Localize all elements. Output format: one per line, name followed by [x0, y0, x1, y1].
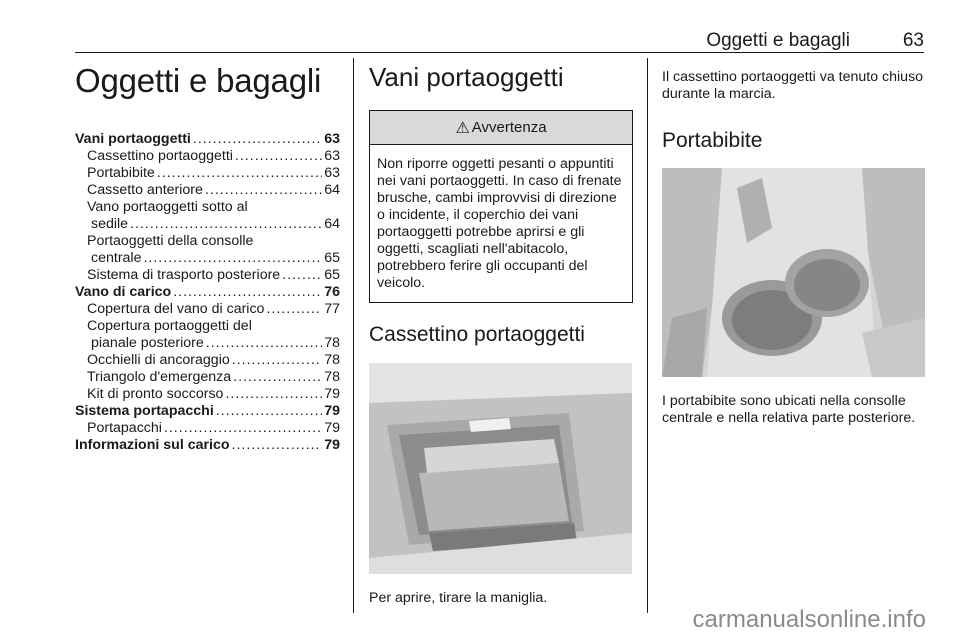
toc-entry-label: Copertura del vano di carico [87, 301, 265, 317]
toc-entry-label: Cassettino portaoggetti [87, 148, 233, 164]
table-of-contents [75, 131, 340, 454]
toc-entry-page: 63 [324, 165, 340, 181]
toc-entry-page: 63 [324, 131, 340, 147]
section-title: Vani portaoggetti [369, 62, 564, 92]
toc-entry-label: Portapacchi [87, 420, 162, 436]
toc-leader-dots [205, 182, 322, 199]
glovebox-intro: Il cassettino portaoggetti va tenuto chiuso durante la marcia. [662, 69, 924, 102]
toc-entry-page: 79 [324, 403, 340, 419]
toc-entry-page: 64 [324, 182, 340, 198]
toc-entry[interactable] [75, 131, 340, 148]
cupholder-caption: I portabibite sono ubicati nella consolle centrale e nella relativa parte posteriore. [662, 393, 916, 426]
toc-entry-page: 65 [324, 250, 340, 266]
toc-entry[interactable] [75, 182, 340, 199]
toc-entry[interactable] [75, 352, 340, 369]
toc-entry-label: Occhielli di ancoraggio [87, 352, 230, 368]
toc-entry-label: Sistema di trasporto posteriore [87, 267, 281, 283]
toc-entry-page: 65 [324, 267, 340, 283]
toc-leader-dots [232, 352, 322, 369]
toc-entry[interactable] [75, 284, 340, 301]
toc-entry[interactable] [75, 267, 340, 284]
toc-entry[interactable] [75, 335, 340, 352]
chapter-title: Oggetti e bagagli [75, 62, 322, 99]
cupholder-title: Portabibite [662, 129, 763, 152]
toc-entry-page: 79 [324, 386, 340, 402]
toc-leader-dots [173, 284, 322, 301]
toc-entry-label: Vano portaoggetti sotto al [87, 199, 248, 215]
toc-entry[interactable] [75, 403, 340, 420]
toc-leader-dots [193, 131, 322, 148]
toc-entry-label: pianale posteriore [91, 335, 204, 351]
toc-entry-label: sedile [91, 216, 129, 232]
glovebox-title: Cassettino portaoggetti [369, 323, 585, 346]
glovebox-photo [369, 363, 632, 574]
header-rule [75, 52, 924, 53]
middle-column [369, 62, 633, 607]
toc-leader-dots [233, 369, 322, 386]
toc-entry-label: Informazioni sul carico [75, 437, 230, 453]
toc-leader-dots [157, 165, 322, 182]
warning-box [369, 110, 633, 303]
toc-entry[interactable] [75, 216, 340, 233]
toc-entry[interactable] [75, 369, 340, 386]
toc-leader-dots [130, 216, 322, 233]
toc-entry-label: Vani portaoggetti [75, 131, 191, 147]
toc-entry-page: 76 [324, 284, 340, 300]
toc-entry-label: centrale [91, 250, 142, 266]
running-header-title: Oggetti e bagagli [706, 30, 850, 51]
toc-entry[interactable] [75, 437, 340, 454]
toc-entry-page: 79 [324, 420, 340, 436]
toc-leader-dots [225, 386, 322, 403]
toc-entry-page: 63 [324, 148, 340, 164]
column-divider [647, 58, 648, 613]
toc-leader-dots [235, 148, 322, 165]
toc-entry-page: 78 [324, 335, 340, 351]
toc-entry[interactable] [75, 250, 340, 267]
toc-entry-label: Cassetto anteriore [87, 182, 203, 198]
warning-triangle-icon: ⚠ [455, 119, 470, 137]
warning-heading: Avvertenza [471, 119, 547, 136]
warning-header [370, 111, 632, 145]
watermark: carmanualsonline.info [692, 606, 926, 633]
toc-entry-label: Sistema portapacchi [75, 403, 214, 419]
toc-entry[interactable] [75, 233, 340, 250]
toc-leader-dots [216, 403, 322, 420]
toc-entry[interactable] [75, 420, 340, 437]
cupholder-photo [662, 168, 925, 377]
toc-entry-label: Triangolo d'emergenza [87, 369, 232, 385]
toc-leader-dots [232, 437, 323, 454]
toc-entry[interactable] [75, 318, 340, 335]
toc-entry[interactable] [75, 386, 340, 403]
column-divider [353, 58, 354, 613]
toc-entry-label: Portabibite [87, 165, 155, 181]
toc-entry-label: Portaoggetti della consolle [87, 233, 254, 249]
toc-leader-dots [266, 301, 322, 318]
toc-leader-dots [164, 420, 322, 437]
toc-entry-page: 77 [324, 301, 340, 317]
toc-leader-dots [206, 335, 322, 352]
toc-entry-page: 78 [324, 352, 340, 368]
toc-entry-page: 78 [324, 369, 340, 385]
toc-leader-dots [282, 267, 322, 284]
page-number: 63 [902, 30, 924, 51]
toc-entry[interactable] [75, 199, 340, 216]
toc-entry-label: Vano di carico [75, 284, 172, 300]
glovebox-caption: Per aprire, tirare la maniglia. [369, 590, 548, 606]
toc-entry[interactable] [75, 301, 340, 318]
toc-entry-label: Kit di pronto soccorso [87, 386, 224, 402]
warning-text: Non riporre oggetti pesanti o appuntiti nei vani portaoggetti. In caso di frenate brusche, cambi improvvisi di direzione o incidente, il coperchio dei vani portaoggetti potrebbe aprirsi e gli oggetti, scagliati nell'abitacolo, potrebbero ferire gli occupanti del veicolo. [377, 156, 622, 291]
toc-leader-dots [143, 250, 322, 267]
toc-entry-page: 64 [324, 216, 340, 232]
toc-entry-page: 79 [324, 437, 340, 453]
toc-entry[interactable] [75, 148, 340, 165]
toc-entry[interactable] [75, 165, 340, 182]
toc-entry-label: Copertura portaoggetti del [87, 318, 252, 334]
toc-column [75, 62, 340, 454]
right-column [662, 62, 927, 427]
